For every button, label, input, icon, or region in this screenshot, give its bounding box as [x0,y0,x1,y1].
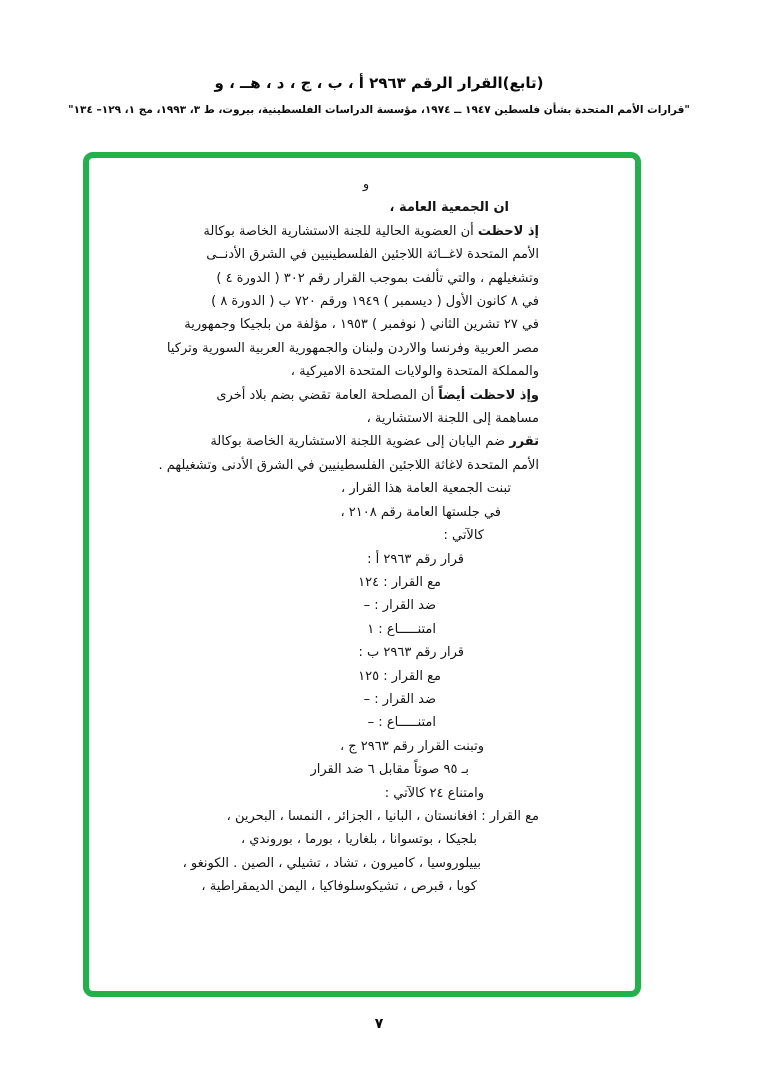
text-line: في ٢٧ تشرين الثاني ( نوفمبر ) ١٩٥٣ ، مؤلفة من بلجيكا وجمهورية [184,317,539,333]
text-line: مساهمة إلى اللجنة الاستشارية ، [366,411,539,427]
text-line: مصر العربية وفرنسا والاردن ولبنان والجمهورية العربية السورية وتركيا [166,340,539,356]
text-line: في ٨ كانون الأول ( ديسمبر ) ١٩٤٩ ورقم ٧٢٠ ب ( الدورة ٨ ) [211,294,539,310]
text-line: الأمم المتحدة لاغاثة اللاجئين الفلسطينيين في الشرق الأدنى وتشغيلهم . [158,457,539,473]
bold-lead-text: وإذ لاحظت أيضاً [438,387,539,403]
text-line: مع القرار : افغانستان ، البانيا ، الجزائر ، النمسا ، البحرين ، [226,808,539,824]
text-line: بلجيكا ، بوتسوانا ، بلغاريا ، بورما ، بوروندي ، [240,832,477,848]
text-line: بـ ٩٥ صوتاً مقابل ٦ ضد القرار [310,762,469,778]
text-line: امتنـــــاع : – [367,715,436,731]
document-frame [83,152,641,997]
text-line: ضد القرار : – [363,598,436,614]
bold-lead-text: ان الجمعية العامة ، [389,200,509,216]
text-line: قرار رقم ٢٩٦٣ ب : [358,645,464,661]
text-line: ضد القرار : – [363,691,436,707]
text-line: إذ لاحظت أن العضوية الحالية للجنة الاستشارية الخاصة بوكالة [203,223,539,239]
text-line: والمملكة المتحدة والولايات المتحدة الاميركية ، [290,364,539,380]
text-line: تبنت الجمعية العامة هذا القرار ، [341,481,511,497]
text-line: الأمم المتحدة لاغــاثة اللاجئين الفلسطينيين في الشرق الأدنــى [206,247,539,263]
text-line: مع القرار : ١٢٤ [358,574,441,590]
text-line: و [362,177,370,192]
text-line: وامتناع ٢٤ كالآتي : [384,785,484,801]
page-number: ٧ [374,1016,384,1032]
document-header-title: (تابع)القرار الرقم ٢٩٦٣ أ ، ب ، ج ، د ، هــ ، و [214,74,544,92]
text-line: وتشغيلهم ، والتي تألفت بموجب القرار رقم ٣٠٢ ( الدورة ٤ ) [216,270,539,286]
document-source-citation: "قرارات الأمم المتحدة بشأن فلسطين ١٩٤٧ ــ ١٩٧٤، مؤسسة الدراسات الفلسطينية، بيروت، ط ٣، ١٩٩٣، مج ١، ١٢٩– ١٣٤" [68,104,690,116]
bold-lead-text: تقرر [509,434,539,450]
text-line: قرار رقم ٢٩٦٣ أ : [367,551,464,567]
text-line: بييلوروسيا ، كاميرون ، تشاد ، تشيلي ، الصين . الكونغو ، [182,855,481,871]
text-line: وإذ لاحظت أيضاً أن المصلحة العامة تقضي بضم بلاد أخرى [216,387,539,403]
text-line: كوبا ، قبرص ، تشيكوسلوفاكيا ، اليمن الديمقراطية ، [201,879,477,895]
text-line: كالآتي : [443,528,484,544]
text-line: مع القرار : ١٢٥ [358,668,441,684]
bold-lead-text: إذ لاحظت [477,223,539,239]
text-line: وتبنت القرار رقم ٢٩٦٣ ج ، [339,738,484,754]
text-line: امتنـــــاع : ١ [367,621,436,637]
text-line: في جلستها العامة رقم ٢١٠٨ ، [340,504,501,520]
text-line [183,196,539,219]
text-line: تقرر ضم اليابان إلى عضوية اللجنة الاستشارية الخاصة بوكالة [210,434,539,450]
document-lines [158,173,539,899]
